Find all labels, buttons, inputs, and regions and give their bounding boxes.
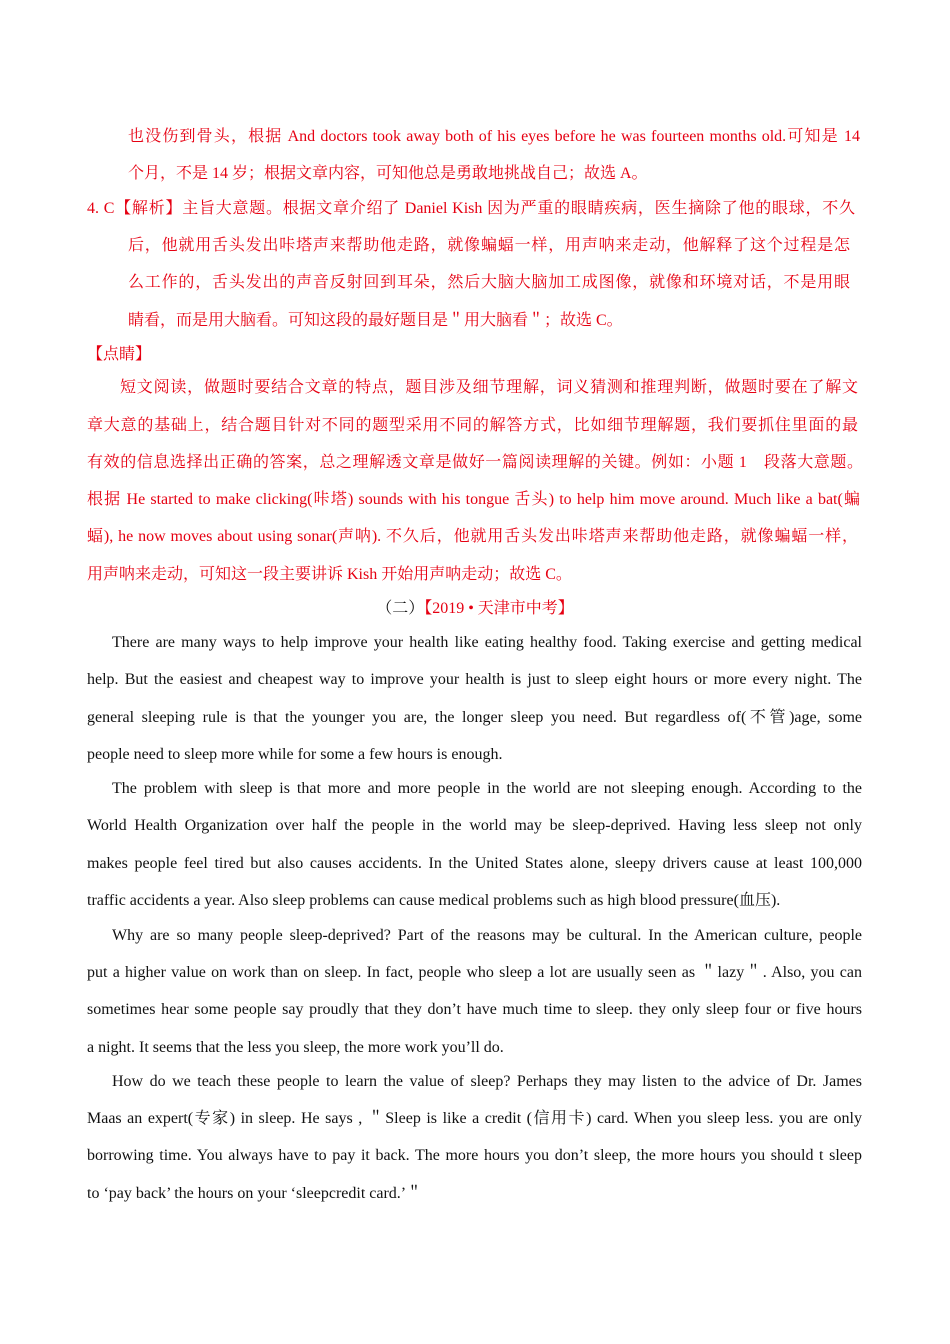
tip-line: 有效的信息选择出正确的答案，总之理解透文章是做好一篇阅读理解的关键。例如：小题 1 段落大意题。 <box>87 454 863 471</box>
answer-4-line: 睛看，而是用大脑看。可知这段的最好题目是＂用大脑看＂；故选 C。 <box>128 312 623 329</box>
passage-line: traffic accidents a year. Also sleep problems can cause medical problems such as high blood pressure(血压). <box>87 892 781 909</box>
passage-line: a night. It seems that the less you sleep, the more work you’ll do. <box>87 1039 504 1056</box>
passage-line: general sleeping rule is that the younger you are, the longer sleep you need. But regardless of(不管)age, some <box>87 709 862 726</box>
passage-line: World Health Organization over half the people in the world may be sleep-deprived. Having less sleep not only <box>87 817 862 834</box>
passage-line: The problem with sleep is that more and more people in the world are not sleeping enough. According to the <box>112 780 862 797</box>
section-title: 【2019 • 天津市中考】 <box>424 600 574 617</box>
section-heading <box>0 599 950 619</box>
passage-line: to ‘pay back’ the hours on your ‘sleepcredit card.’＂ <box>87 1185 423 1202</box>
answer-continuation-line: 个月，不是 14 岁；根据文章内容，可知他总是勇敢地挑战自己；故选 A。 <box>128 165 648 182</box>
tip-line: 章大意的基础上，结合题目针对不同的题型采用不同的解答方式，比如细节理解题，我们要抓住里面的最 <box>87 417 858 434</box>
passage-line: people need to sleep more while for some a few hours is enough. <box>87 746 503 763</box>
tip-line: 根据 He started to make clicking(咔塔) sounds with his tongue 舌头) to help him move around. Much like a bat(蝙 <box>87 491 860 508</box>
passage-line: put a higher value on work than on sleep. In fact, people who sleep a lot are usually seen as ＂lazy＂. Also, you can <box>87 964 862 981</box>
answer-4-line: 么工作的，舌头发出的声音反射回到耳朵，然后大脑大脑加工成图像，就像和环境对话，不是用眼 <box>128 274 850 291</box>
passage-line: makes people feel tired but also causes accidents. In the United States alone, sleepy drivers cause at least 100,000 <box>87 855 862 872</box>
answer-4-line: 后，他就用舌头发出咔塔声来帮助他走路，就像蝙蝠一样，用声呐来走动，他解释了这个过程是怎 <box>128 237 850 254</box>
passage-line: Why are so many people sleep-deprived? Part of the reasons may be cultural. In the American culture, people <box>112 927 862 944</box>
tip-line: 蝠), he now moves about using sonar(声呐). 不久后，他就用舌头发出咔塔声来帮助他走路，就像蝙蝠一样， <box>87 528 858 545</box>
passage-line: There are many ways to help improve your health like eating healthy food. Taking exercise and getting medical <box>112 634 862 651</box>
section-prefix: （二） <box>376 600 425 617</box>
passage-line: sometimes hear some people say proudly that they don’t have much time to sleep. they only sleep four or five hours <box>87 1001 862 1018</box>
answer-continuation-line: 也没伤到骨头，根据 And doctors took away both of his eyes before he was fourteen months old.可知是 14 <box>128 128 860 145</box>
dianjing-heading: 【点睛】 <box>87 346 152 363</box>
passage-line: borrowing time. You always have to pay it back. The more hours you don’t sleep, the more hours you should t sleep <box>87 1147 862 1164</box>
passage-line: Maas an expert(专家) in sleep. He says , ＂Sleep is like a credit (信用卡) card. When you sleep less. you are only <box>87 1110 862 1127</box>
tip-line: 用声呐来走动，可知这一段主要讲诉 Kish 开始用声呐走动；故选 C。 <box>87 566 572 583</box>
tip-line: 短文阅读，做题时要结合文章的特点，题目涉及细节理解，词义猜测和推理判断，做题时要在了解文 <box>120 379 858 396</box>
passage-line: How do we teach these people to learn the value of sleep? Perhaps they may listen to the advice of Dr. James <box>112 1073 862 1090</box>
answer-4-line: 4. C【解析】主旨大意题。根据文章介绍了 Daniel Kish 因为严重的眼睛疾病，医生摘除了他的眼球，不久 <box>87 200 855 217</box>
passage-line: help. But the easiest and cheapest way to improve your health is just to sleep eight hours or more every night. The <box>87 671 862 688</box>
